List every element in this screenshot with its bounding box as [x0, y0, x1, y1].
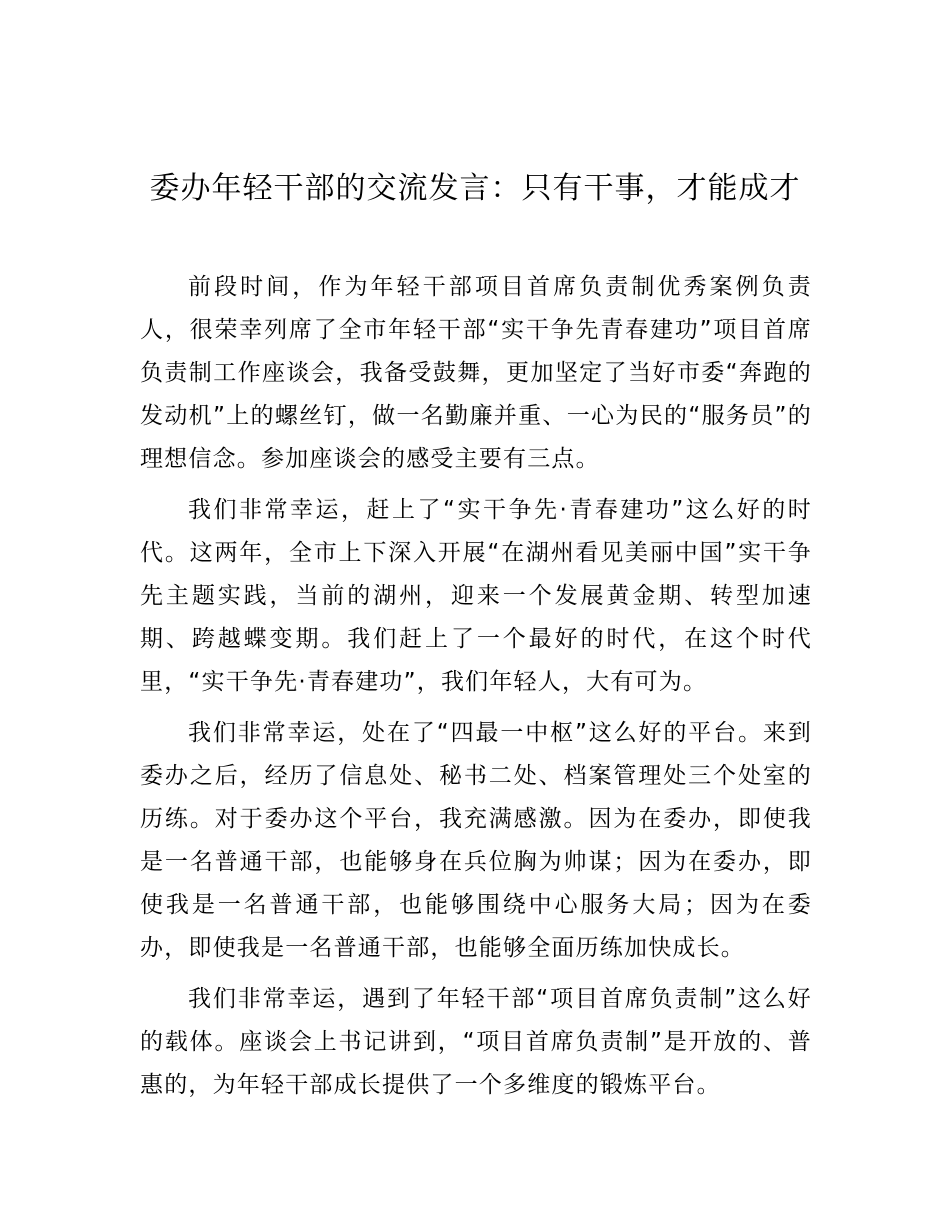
document-title: 委办年轻干部的交流发言：只有干事，才能成才 — [149, 171, 801, 206]
paragraph: 我们非常幸运，处在了“四最一中枢”这么好的平台。来到委办之后，经历了信息处、秘书二处、档案管理处三个处室的历练。对于委办这个平台，我充满感激。因为在委办，即使我是一名普通干部，也能够身在兵位胸为帅谋；因为在委办，即使我是一名普通干部，也能够围绕中心服务大局；因为在委办，即使我是一名普通干部，也能够全面历练加快成长。 — [140, 720, 812, 961]
document-body — [140, 266, 812, 1115]
paragraph: 前段时间，作为年轻干部项目首席负责制优秀案例负责人，很荣幸列席了全市年轻干部“实干争先青春建功”项目首席负责制工作座谈会，我备受鼓舞，更加坚定了当好市委“奔跑的发动机”上的螺丝钉，做一名勤廉并重、一心为民的“服务员”的理想信念。参加座谈会的感受主要有三点。 — [140, 274, 812, 472]
paragraph: 我们非常幸运，赶上了“实干争先·青春建功”这么好的时代。这两年，全市上下深入开展“在湖州看见美丽中国”实干争先主题实践，当前的湖州，迎来一个发展黄金期、转型加速期、跨越蝶变期。我们赶上了一个最好的时代，在这个时代里，“实干争先·青春建功”，我们年轻人，大有可为。 — [140, 497, 812, 695]
paragraph: 我们非常幸运，遇到了年轻干部“项目首席负责制”这么好的载体。座谈会上书记讲到，“项目首席负责制”是开放的、普惠的，为年轻干部成长提供了一个多维度的锻炼平台。 — [140, 986, 812, 1098]
